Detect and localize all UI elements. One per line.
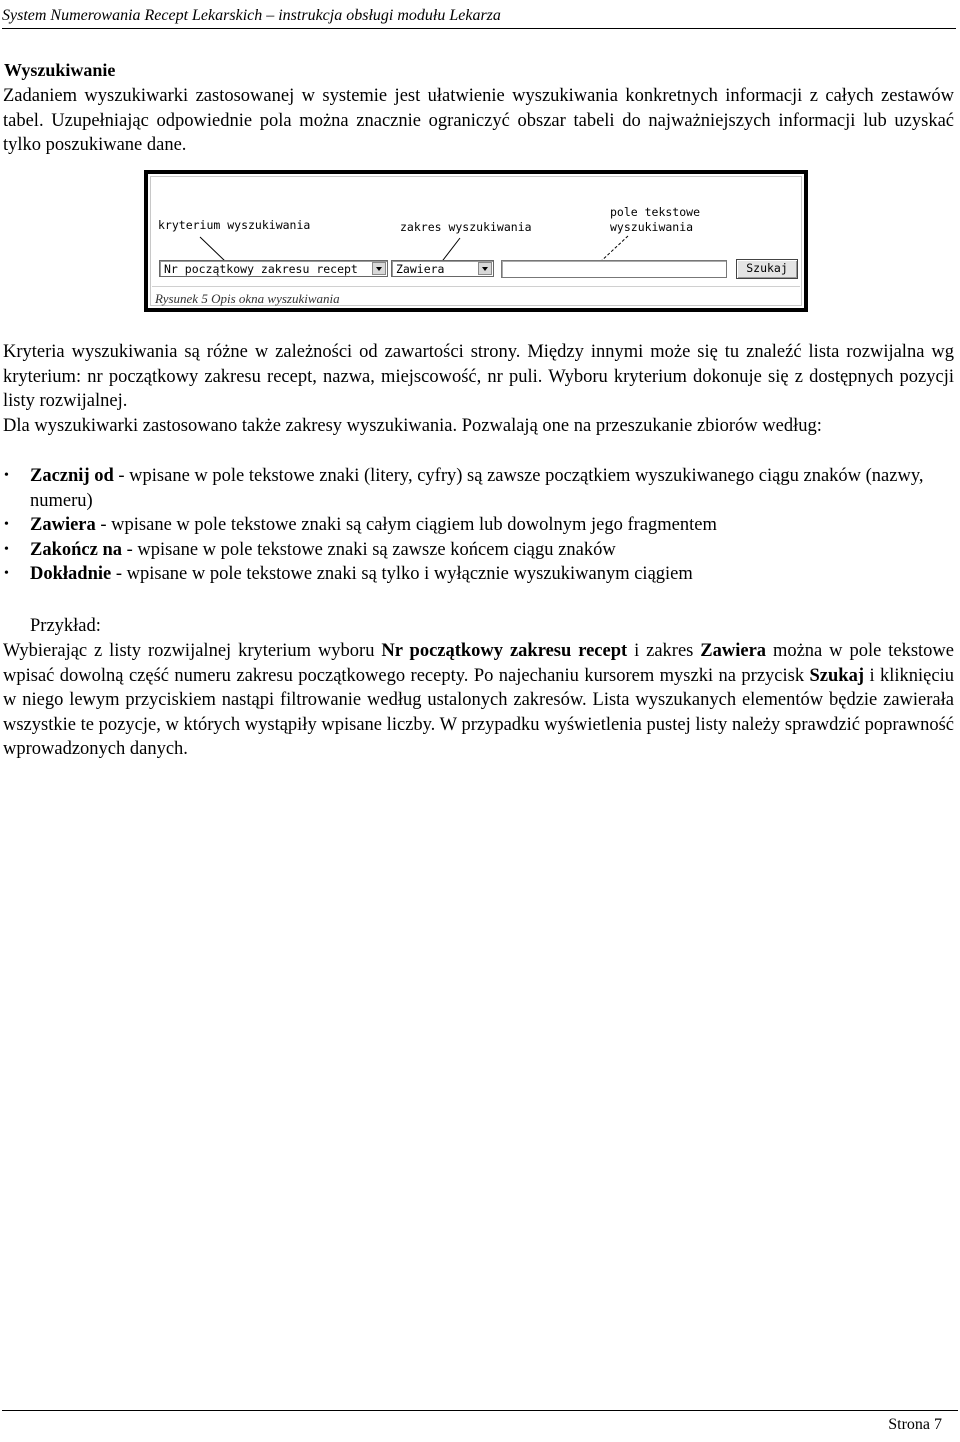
bullet-term: Zakończ na [30,539,123,560]
header-title: System Numerowania Recept Lekarskich – instrukcja obsługi modułu Lekarza [2,7,501,24]
bullet-term: Zacznij od [30,466,114,486]
page-number: Strona 7 [888,1416,942,1433]
bullet-text: - wpisane w pole tekstowe znaki są zawsze końcem ciągu znaków [122,539,616,560]
chevron-down-icon[interactable] [478,262,492,275]
example-text: Wybierając z listy rozwijalnej kryterium wyboru [3,641,382,661]
search-input[interactable] [501,260,727,278]
bullet-text: - wpisane w pole tekstowe znaki są tylko i wyłącznie wyszukiwanym ciągiem [111,564,693,584]
criterion-select[interactable] [159,260,388,277]
example-bold: Szukaj [809,665,865,686]
bullet-text: - wpisane w pole tekstowe znaki (litery, cyfry) są zawsze początkiem wyszukiwanego ciągu znaków (nazwy, numeru) [30,466,924,511]
figure-caption: Rysunek 5 Opis okna wyszukiwania [155,291,340,306]
intro-paragraph: Zadaniem wyszukiwarki zastosowanej w systemie jest ułatwienie wyszukiwania konkretnych informacji z całych zestawów tabel. Uzupełniając odpowiednie pola można znacznie ograniczyć obszar tabeli do najważniejszych informacji lub uzyskać tylko poszukiwane dane. [3,86,954,155]
range-label: zakres wyszukiwania [400,220,532,234]
textfield-label-line1: pole tekstowe [610,205,701,219]
criterion-select-value: Nr początkowy zakresu recept [164,262,358,276]
ranges-paragraph: Dla wyszukiwarki zastosowano także zakresy wyszukiwania. Pozwalają one na przeszukanie zbiorów według: [3,416,822,436]
criteria-paragraph: Kryteria wyszukiwania są różne w zależności od zawartości strony. Między innymi może się tu znaleźć lista rozwijalna wg kryterium: nr początkowy zakresu recept, nazwa, miejscowość, nr puli. Wyboru kryterium dokonuje się z dostępnych pozycji listy rozwijalnej. [3,342,954,411]
example-text: można w pole tekstowe wpisać dowolną część numeru zakresu początkowego recepty. Po najechaniu kursorem myszki na przycisk [3,641,954,686]
range-select-value: Zawiera [396,262,445,276]
bullet-text: - wpisane w pole tekstowe znaki są całym ciągiem lub dowolnym jego fragmentem [95,515,717,535]
example-bold: Zawiera [700,641,767,661]
search-window-figure [144,170,808,312]
page-header [2,4,956,29]
chevron-down-icon[interactable] [372,262,386,275]
example-label: Przykład: [30,616,101,636]
list-item [3,513,954,538]
bullet-term: Dokładnie [30,564,112,584]
footer-divider [2,1410,958,1411]
section-title: Wyszukiwanie [4,60,116,80]
figure-divider [152,286,800,287]
annotation-lines [148,174,804,308]
bullet-term: Zawiera [30,515,96,535]
range-options-list [3,464,954,587]
example-paragraph [3,639,954,762]
example-bold: Nr początkowy zakresu recept [381,641,628,661]
example-text: i zakres [627,641,701,661]
list-item [3,538,954,563]
range-select[interactable] [391,260,494,277]
example-text: i kliknięciu w niego lewym przyciskiem nastąpi filtrowanie według ustalonych zakresów. Lista wyszukanych elementów będzie zawierała wszystkie te pozycje, w których wystąpiły wpisane liczby. W przypadku wyświetlenia pustej listy należy sprawdzić poprawność wprowadzonych danych. [3,665,954,759]
list-item [3,464,954,513]
criterion-label: kryterium wyszukiwania [158,218,311,232]
search-button[interactable]: Szukaj [736,259,798,279]
list-item [3,562,954,587]
textfield-label-line2: wyszukiwania [610,220,694,234]
